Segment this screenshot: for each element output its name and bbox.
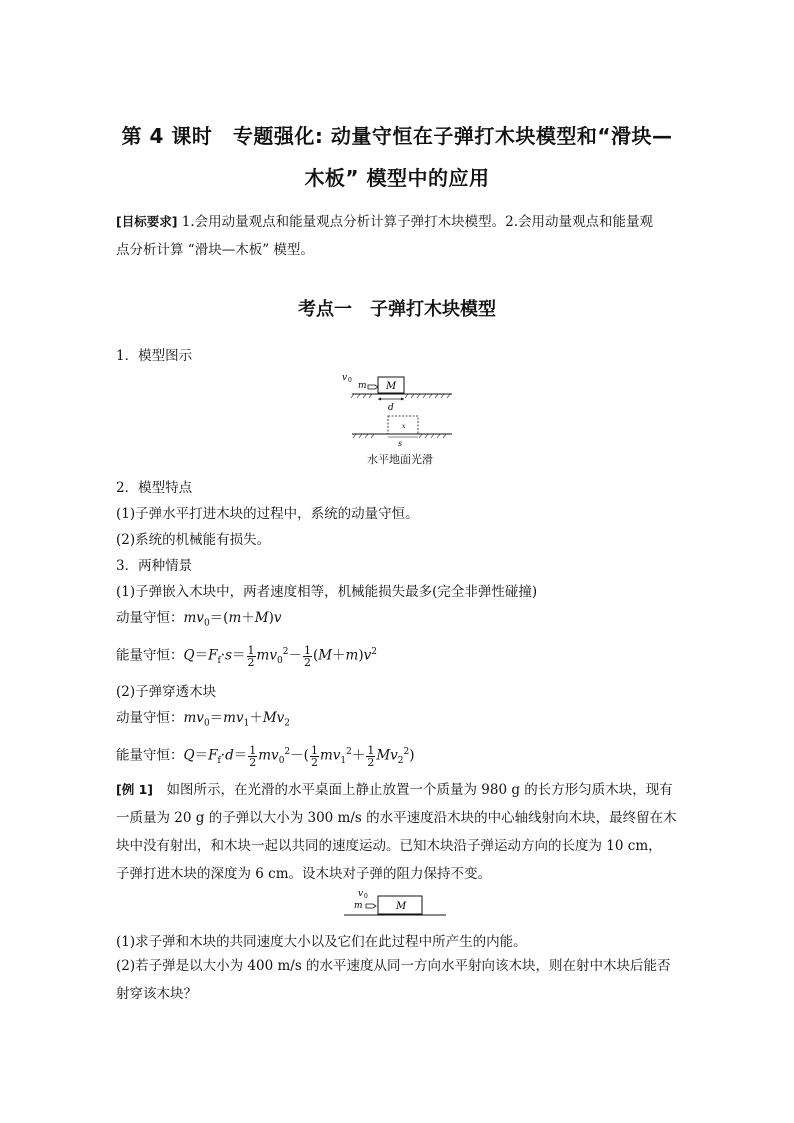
page-title-continued: 木板” 模型中的应用	[304, 166, 490, 190]
displacement-s-label: s	[398, 439, 403, 448]
bullet-mass-label: m	[358, 381, 367, 391]
case1-momentum-equation: 动量守恒：$mv_0=(m+M)v$	[116, 610, 282, 629]
bullet-shape	[368, 385, 378, 389]
ground-hatch-top	[351, 394, 450, 398]
block-mass-label: M	[386, 381, 397, 392]
example-line-1: 如图所示，在光滑的水平桌面上静止放置一个质量为 980 g 的长方形匀质木块，现有	[152, 782, 673, 798]
example-line-4: 子弹打进木块的深度为 6 cm。设木块对子弹的阻力保持不变。	[116, 866, 492, 882]
velocity-label: v	[342, 373, 348, 383]
case1-energy-equation: 能量守恒：$Q=F_f\cdot s=$ $\frac{1}{2}$ $mv_0^2-$ $\frac{1}{2}$ $(M+m)v^2$	[116, 643, 378, 669]
learning-goals	[116, 208, 678, 264]
example-line-3: 块中没有射出，和木块一起以共同的速度运动。已知木块沿子弹运动方向的长度为 10 cm，	[116, 838, 662, 854]
case-1: (1)子弹嵌入木块中，两者速度相等，机械能损失最多(完全非弹性碰撞)	[116, 584, 538, 600]
goals-text-line1: 1.会用动量观点和能量观点分析计算子弹打木块模型。2.会用动量观点和能量观	[177, 214, 653, 230]
case1-momentum-label: 动量守恒：	[116, 610, 184, 626]
goals-text-line2: 点分析计算 “滑块—木板” 模型。	[116, 242, 314, 258]
case2-momentum-label: 动量守恒：	[116, 710, 184, 726]
displacement-x-label: x	[402, 423, 406, 430]
case1-energy-label: 能量守恒：	[116, 647, 184, 664]
goals-tag: [目标要求]	[116, 214, 178, 229]
example-1	[116, 776, 678, 888]
feature-1: (1)子弹水平打进木块的过程中，系统的动量守恒。	[116, 506, 419, 522]
model-item-1: 1．模型图示	[116, 348, 193, 364]
depth-label: d	[388, 403, 394, 413]
example-velocity-subscript: 0	[364, 893, 368, 900]
example-diagram	[340, 886, 452, 922]
example-tag: [例 1]	[116, 782, 153, 797]
page-title: 第 4 课时 专题强化: 动量守恒在子弹打木块模型和“滑块—	[121, 124, 673, 148]
case2-energy-equation: 能量守恒：$Q=F_f\cdot d=$ $\frac{1}{2}$ $mv_0^2-$( $\frac{1}{2}$ $mv_1^2+$ $\frac{1}{2}$ $Mv_2^2$)	[116, 743, 415, 769]
bullet-block-diagram	[338, 368, 462, 450]
model-item-2: 2．模型特点	[116, 480, 193, 496]
model-item-3: 3．两种情景	[116, 558, 193, 574]
example-line-2: 一质量为 20 g 的子弹以大小为 300 m/s 的水平速度沿木块的中心轴线射向木块，最终留在木	[116, 810, 677, 826]
example-bullet-shape	[366, 904, 376, 908]
case2-momentum-equation: 动量守恒：$mv_0=mv_1+Mv_2$	[116, 710, 291, 729]
example-velocity-label: v	[358, 889, 364, 899]
feature-2: (2)系统的机械能有损失。	[116, 532, 271, 548]
velocity-subscript: 0	[348, 377, 352, 384]
example-block-label: M	[396, 901, 407, 912]
question-2	[116, 952, 678, 1008]
question-1: (1)求子弹和木块的共同速度大小以及它们在此过程中所产生的内能。	[116, 934, 527, 950]
ground-hatch-bottom	[353, 434, 446, 438]
case-2: (2)子弹穿透木块	[116, 684, 217, 700]
case2-energy-label: 能量守恒：	[116, 747, 184, 764]
question-2-line-2: 射穿该木块？	[116, 986, 197, 1002]
example-bullet-label: m	[354, 901, 363, 911]
figure-caption: 水平地面光滑	[367, 453, 433, 466]
question-2-line-1: (2)若子弹是以大小为 400 m/s 的水平速度从同一方向水平射向该木块，则在射中木块后能否	[116, 958, 671, 974]
section-heading: 考点一 子弹打木块模型	[298, 299, 496, 320]
